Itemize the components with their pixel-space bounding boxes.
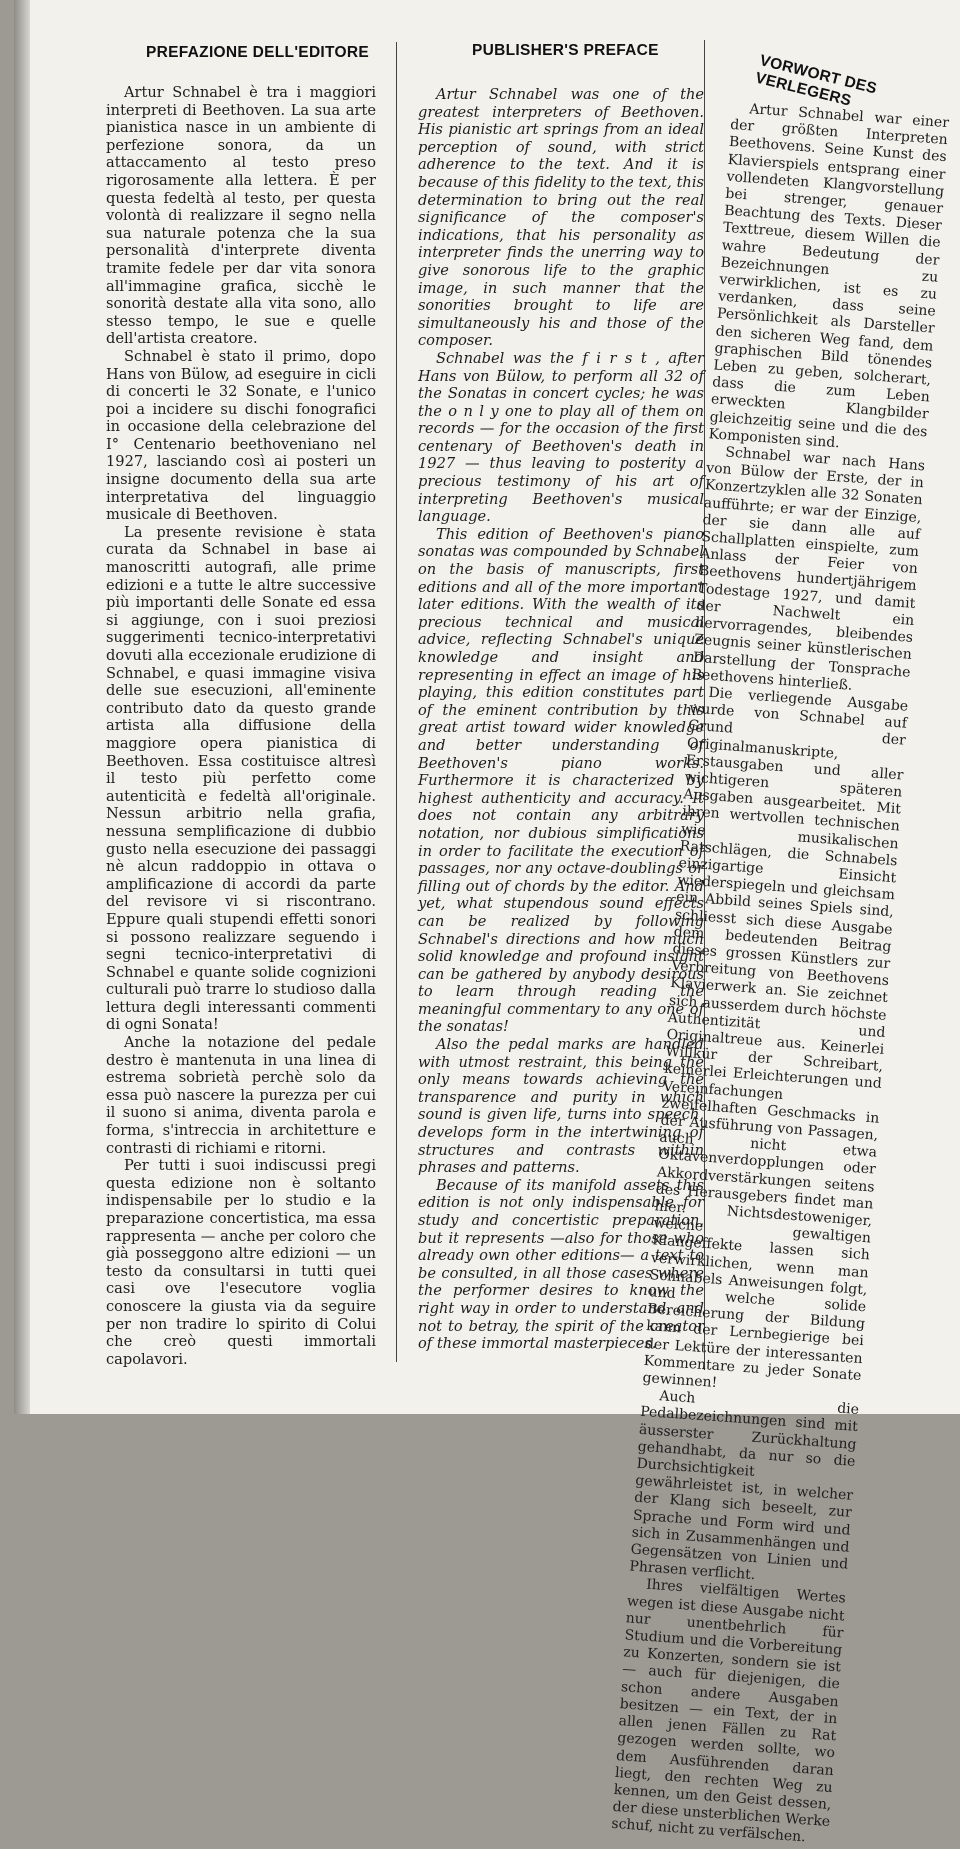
italian-paragraph: La presente revisione è stata curata da Schnabel in base ai manoscritti autografi, alle prime edizioni e a tutte le altre successive più importanti delle Sonate ed essa si aggiunge, con i suoi preziosi suggerimenti tecnico-interpretativi dovuti alla eccezionale erudizione di Schnabel, e quasi immagine visiva delle sue esecuzioni, all'eminente contributo dato da questo grande artista alla diffusione della maggiore opera pianistica di Beethoven. Essa costituisce altresì il testo più perfetto come autenticità e fedeltà all'originale. Nessun arbitrio nella grafia, nessuna semplificazione di dubbio gusto nella esecuzione dei passaggi nè alcun raddoppio in ottava o amplificazione di accordi da parte del revisore vi si riscontrano. Eppure quali stupendi effetti sonori si possono realizzare seguendo i segni tecnico-interpretativi di Schnabel e quante solide cognizioni culturali può trarre lo studioso dalla lettura degli interessanti commenti di ogni Sonata!	[106, 523, 376, 1034]
english-paragraph: Also the pedal marks are handled with utmost restraint, this being the only means towards achieving the transparence and purity in which sound is given life, turns into speech, develops form in the intertwining of structures and contrasts within phrases and patterns.	[418, 1036, 704, 1177]
heading-english: PUBLISHER'S PREFACE	[472, 42, 659, 59]
italian-paragraph: Anche la notazione del pedale destro è mantenuta in una linea di estrema sobrietà perchè solo da essa può nascere la purezza per cui il suono si anima, diventa parola e forma, s'intreccia in architetture e contrasti di richiami e ritorni.	[106, 1034, 376, 1157]
german-paragraph: Artur Schnabel war einer der größten Interpreten Beethovens. Seine Kunst des Klavierspiels entsprang einer vollendeten Klangvorstellung bei strenger, genauer Beachtung des Texts. Dieser Texttreue, diesem Willen die wahre Bedeutung der Bezeichnungen zu verwirklichen, ist es zu verdanken, dass seine Persönlichkeit als Darsteller den sicheren Weg fand, dem graphischen Bild tönendes Leben zu geben, solcherart, dass die zum Leben erweckten Klangbilder gleichzeitig seine und die des Komponisten sind.	[708, 101, 950, 452]
english-paragraph: Schnabel was the f i r s t , after Hans von Bülow, to perform all 32 of the Sonatas in concert cycles; he was the o n l y one to play all of them on records — for the occasion of the first centenary of Beethoven's death in 1927 — thus leaving to posterity a precious testimony of his art of interpreting Beethoven's musical language.	[418, 349, 704, 526]
page-binding-shadow	[14, 0, 30, 1414]
italian-column	[106, 84, 376, 1368]
german-paragraph: Schnabel war nach Hans von Bülow der Erste, der in Konzertzyklen alle 32 Sonaten aufführte; er war der Einzige, der sie dann alle auf Schallplatten einspielte, zum Anlass der Feier von Beethovens hundertjährigem Todestage 1927, und damit der Nachwelt ein hervorragendes, bleibendes Zeugnis seiner künstlerischen Darstellung der Tonsprache Beethovens hinterließ.	[691, 444, 926, 694]
column-divider-left	[396, 42, 397, 1362]
german-paragraph: Ihres vielfältigen Wertes wegen ist diese Ausgabe nicht nur unentbehrlich für Studium und die Vorbereitung zu Konzerten, sondern sie ist — auch für diejenigen, die schon andere Ausgaben besitzen — ein Text, der in allen jenen Fällen zu Rat gezogen werden sollte, wo dem Ausführenden daran liegt, den rechten Weg zu kennen, um den Geist dessen, der diese unsterblichen Werke schuf, nicht zu verfälschen.	[610, 1577, 847, 1846]
german-paragraph: Auch die Pedalbezeichnungen sind mit äusserster Zurückhaltung gehandhabt, da nur so die Durchsichtigkeit gewährleistet ist, in welcher der Klang sich beseelt, zur Sprache und Form wird und sich in Zusammenhängen und Gegensätzen von Linien und Phrasen verflicht.	[628, 1388, 860, 1584]
italian-paragraph: Artur Schnabel è tra i maggiori interpreti di Beethoven. La sua arte pianistica nasce in un ambiente di perfezione sonora, da un attaccamento al testo preso rigorosamente alla lettera. È per questa fedeltà al testo, per questa volontà di realizzare il segno nella sua naturale potenza che la sua personalità d'interprete diventa tramite fedele per dar vita sonora all'immagine grafica, sicchè le sonorità destate alla vita sono, allo stesso tempo, le sue e quelle dell'artista creatore.	[106, 84, 376, 348]
english-paragraph: This edition of Beethoven's piano sonatas was compounded by Schnabel on the basis of manuscripts, first editions and all of the more important later editions. With the wealth of its precious technical and musical advice, reflecting Schnabel's unique knowledge and insight and representing in effect an image of his playing, this edition constitutes part of the eminent contribution by this great artist toward wider knowledge and better understanding of Beethoven's piano works. Furthermore it is characterized by highest authenticity and accuracy. It does not contain any arbitrary notation, nor dubious simplifications in order to facilitate the execution of passages, nor any octave-doublings or filling out of chords by the editor. And yet, what stupendous sound effects can be realized by following Schnabel's directions and how much solid knowledge and profound insight can be gathered by anybody desirous to learn through reading the meaningful commentary to any one of the sonatas!	[418, 525, 704, 1036]
italian-paragraph: Schnabel è stato il primo, dopo Hans von Bülow, ad eseguire in cicli di concerti le 32 Sonate, e l'unico poi a incidere su dischi fonografici in occasione della celebrazione del I° Centenario beethoveniano nel 1927, lasciando così ai posteri un insigne documento della sua arte interpretativa del linguaggio musicale di Beethoven.	[106, 347, 376, 524]
english-paragraph: Artur Schnabel was one of the greatest interpreters of Beethoven. His pianistic art springs from an ideal perception of sound, with strict adherence to the text. And it is because of this fidelity to the text, this determination to bring out the real significance of the composer's indications, that his personality as interpreter finds the unerring way to give sonorous life to the graphic image, in such manner that the sonorities brought to life are simultaneously his and those of the composer.	[418, 86, 704, 350]
heading-italian: PREFAZIONE DELL'EDITORE	[146, 44, 370, 61]
english-paragraph: Because of its manifold assets this edition is not only indispensable for study and concertistic preparation, but it represents —also for those who already own other editions— a text to be consulted, in all those cases where the performer desires to know the right way in order to understand, and not to betray, the spirit of the creator of these immortal masterpieces.	[418, 1176, 704, 1353]
book-page	[14, 0, 960, 1846]
heading-german: VORWORT DES VERLEGERS	[753, 52, 879, 110]
italian-paragraph: Per tutti i suoi indiscussi pregi questa edizione non è soltanto indispensabile per lo studio e la preparazione concertistica, ma essa rappresenta — anche per coloro che già posseggono altre edizioni — un testo da consultarsi in tutti quei casi ove l'esecutore voglia conoscere la giusta via da seguire per non tradire lo spirito di Colui che creò questi immortali capolavori.	[106, 1157, 376, 1368]
german-paragraph: Die verliegende Ausgabe wurde von Schnabel auf Grund der Originalmanuskripte, Erstausgaben und aller wichtigeren späteren Ausgaben ausgearbeitet. Mit ihren wertvollen technischen wie musikalischen Ratschlägen, die Schnabels einzigartige Einsicht wiederspiegeln und gleichsam ein Abbild seines Spiels sind, schliesst sich diese Ausgabe dem bedeutenden Beitrag dieses grossen Künstlers zur Verbreitung von Beethovens Klavierwerk an. Sie zeichnet sich ausserdem durch höchste Authentizität und Originaltreue aus. Keinerlei Willkür der Schreibart, keinerlei Erleichterungen und Vereinfachungen zweifelhaften Geschmacks in der Ausführung von Passagen, auch nicht etwa Oktavenverdopplungen oder Akkordverstärkungen seitens des Herausgebers findet man hier. Nichtsdestoweniger, welche gewaltigen Klangeffekte lassen sich verwirklichen, wenn man Schnabels Anweisungen folgt, und welche solide Bereicherung der Bildung kann der Lernbegierige bei der Lektüre der interessanten Kommentare zu jeder Sonate gewinnen!	[642, 684, 909, 1392]
